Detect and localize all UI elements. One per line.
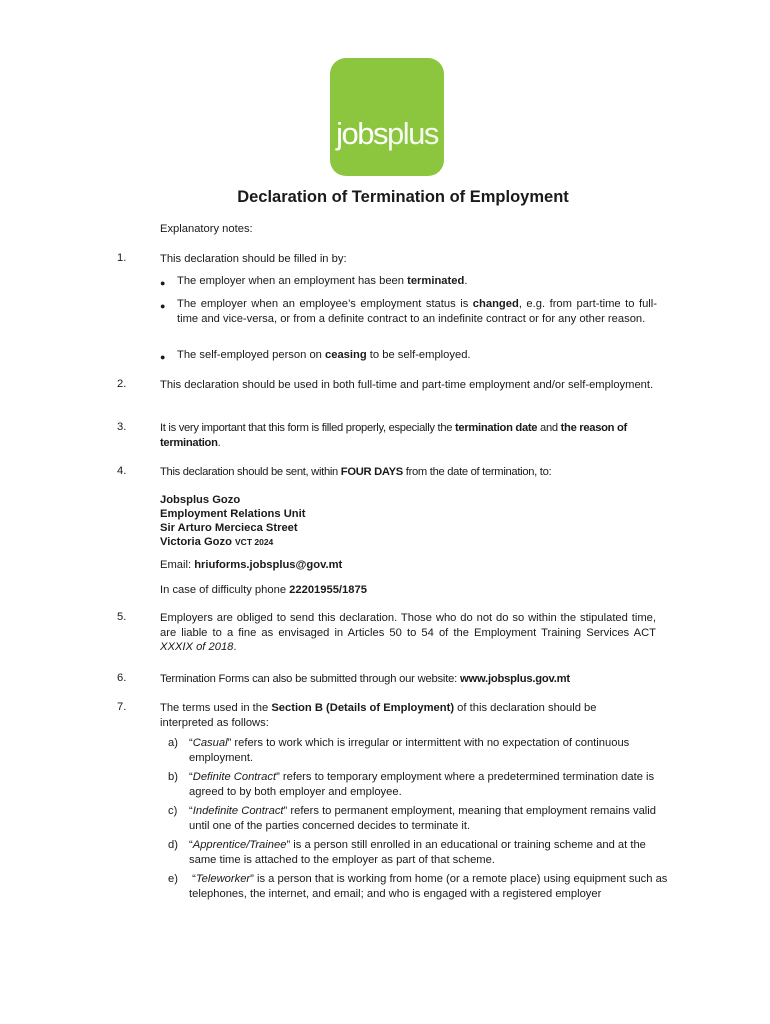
sub-item-d-letter: d) bbox=[168, 839, 178, 851]
bullet-icon: ● bbox=[160, 352, 166, 362]
email-link[interactable]: hriuforms.jobsplus@gov.mt bbox=[194, 559, 343, 571]
jobsplus-logo bbox=[330, 58, 444, 176]
logo-text: jobsplus bbox=[336, 116, 438, 151]
bullet-1: The employer when an employment has been terminated. bbox=[177, 275, 468, 287]
email-line: Email: hriuforms.jobsplus@gov.mt bbox=[160, 559, 343, 571]
item-2-number: 2. bbox=[117, 378, 127, 390]
item-4-number: 4. bbox=[117, 465, 127, 477]
document-title: Declaration of Termination of Employment bbox=[237, 188, 569, 206]
item-5-text: Employers are obliged to send this declaration. Those who do not do so within the stipulated time, are liable to a fine as envisaged in Articles 50 to 54 of the Employment Training Services ACT XXXIX of 2018. bbox=[160, 612, 656, 653]
item-6-number: 6. bbox=[117, 672, 127, 684]
item-7-text: The terms used in the Section B (Details of Employment) of this declaration should be interpreted as follows: bbox=[160, 702, 597, 729]
bullet-2: The employer when an employee’s employment status is changed, e.g. from part-time to full-time and vice-versa, or from a definite contract to an indefinite contract or for any other reason. bbox=[177, 298, 657, 325]
sub-item-c-letter: c) bbox=[168, 805, 178, 817]
item-2-text: This declaration should be used in both full-time and part-time employment and/or self-employment. bbox=[160, 379, 654, 391]
item-1-number: 1. bbox=[117, 252, 127, 264]
sub-item-a: “Casual” refers to work which is irregular or intermittent with no expectation of continuous employment. bbox=[189, 737, 630, 764]
item-3-text: It is very important that this form is filled properly, especially the termination date and the reason of termination. bbox=[160, 422, 627, 449]
item-1-text: This declaration should be filled in by: bbox=[160, 253, 347, 265]
bullet-3: The self-employed person on ceasing to be self-employed. bbox=[177, 349, 471, 361]
item-5-number: 5. bbox=[117, 611, 127, 623]
item-6-text: Termination Forms can also be submitted through our website: www.jobsplus.gov.mt bbox=[160, 673, 570, 685]
sub-item-a-letter: a) bbox=[168, 737, 178, 749]
item-7-number: 7. bbox=[117, 701, 127, 713]
sub-item-e: “Teleworker” is a person that is working from home (or a remote place) using equipment such as telephones, the internet, and email; and who is engaged with a registered employer bbox=[189, 873, 668, 900]
sub-item-d: “Apprentice/Trainee” is a person still enrolled in an educational or training scheme and at the same time is attached to the employer as part of that scheme. bbox=[189, 839, 646, 866]
bullet-icon: ● bbox=[160, 301, 166, 311]
website-link[interactable]: www.jobsplus.gov.mt bbox=[459, 673, 570, 685]
sub-item-e-letter: e) bbox=[168, 873, 178, 885]
address-line-1: Jobsplus Gozo bbox=[160, 494, 241, 506]
item-4-text: This declaration should be sent, within FOUR DAYS from the date of termination, to: bbox=[160, 466, 552, 478]
explanatory-notes-label: Explanatory notes: bbox=[160, 223, 253, 235]
sub-item-b-letter: b) bbox=[168, 771, 178, 783]
address-line-2: Employment Relations Unit bbox=[160, 508, 306, 520]
address-line-4: Victoria Gozo VCT 2024 bbox=[160, 536, 274, 548]
bullet-icon: ● bbox=[160, 278, 166, 288]
address-line-3: Sir Arturo Mercieca Street bbox=[160, 522, 298, 534]
sub-item-c: “Indefinite Contract” refers to permanent employment, meaning that employment remains valid until one of the parties concerned decides to terminate it. bbox=[189, 805, 657, 832]
phone-line: In case of difficulty phone 22201955/1875 bbox=[160, 584, 367, 596]
sub-item-b: “Definite Contract” refers to temporary employment where a predetermined termination date is agreed to by both employer and employee. bbox=[189, 771, 655, 798]
item-3-number: 3. bbox=[117, 421, 127, 433]
